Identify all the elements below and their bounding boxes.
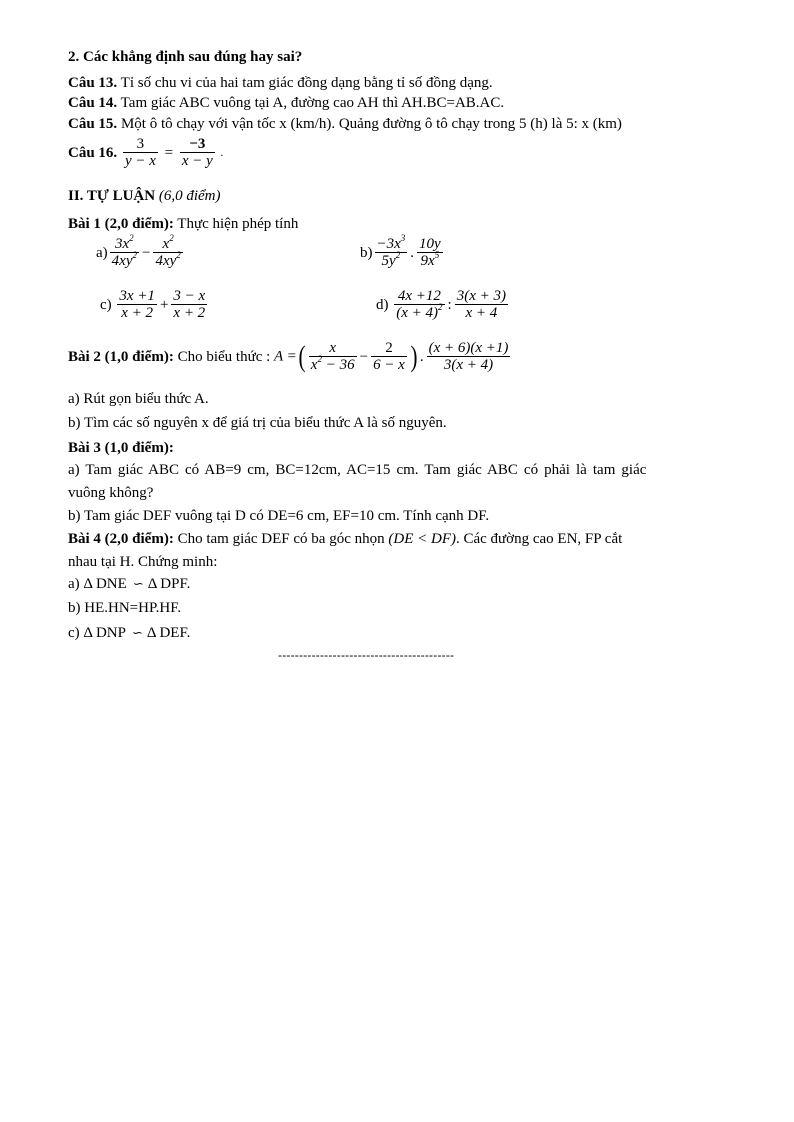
bai-1-label: Bài 1 (2,0 điểm):	[68, 216, 174, 232]
question-15	[68, 115, 622, 133]
bai-4-text-1: Cho tam giác DEF có ba góc nhọn	[173, 531, 389, 547]
bai-1-b-fraction-2: $\frac{10y}{9x^5}$	[419, 236, 441, 269]
bai-3-heading: Bài 3 (1,0 điểm):	[68, 440, 174, 456]
bai-1-c	[100, 288, 209, 322]
q16-equals: =	[164, 145, 174, 161]
bai-4-condition: (DE < DF)	[388, 531, 456, 547]
q16-fraction-1: $\frac{3}{y - x}$	[124, 136, 156, 169]
bai-3-a-line-1: a) Tam giác ABC có AB=9 cm, BC=12cm, AC=15 cm. Tam giác ABC có phải là tam giác	[68, 462, 647, 478]
section-ii-heading	[68, 187, 221, 205]
bai-2-formula: A =( $\frac{x}{x^2 - 36}$ − $\frac{2}{6 - x}$ ) . $\frac{(x + 6)(x +1)}{3(x + 4)}$	[274, 340, 509, 373]
bai-1-heading	[68, 215, 298, 233]
bai-4-b: b) HE.HN=HP.HF.	[68, 600, 182, 616]
section-ii-points: (6,0 điểm)	[158, 188, 221, 204]
bai-4-c: c) Δ DNP ∽ Δ DEF.	[68, 625, 191, 641]
q16-period: .	[220, 147, 224, 159]
question-13-label: Câu 13.	[68, 75, 118, 91]
bai-1-c-operator: +	[159, 297, 169, 313]
question-13	[68, 74, 493, 92]
bai-4-text-2: . Các đường cao EN, FP cắt	[455, 531, 623, 547]
section-2-heading: 2. Các khẳng định sau đúng hay sai?	[68, 49, 303, 65]
bai-4-a: a) Δ DNE ∽ Δ DPF.	[68, 576, 191, 592]
bai-4-line-2: nhau tại H. Chứng minh:	[68, 554, 218, 570]
question-13-text: Tỉ số chu vi của hai tam giác đồng dạng bằng tỉ số đồng dạng.	[117, 75, 493, 91]
bai-4-label: Bài 4 (2,0 điểm):	[68, 531, 174, 547]
question-16-label: Câu 16.	[68, 145, 118, 161]
bai-1-a	[96, 233, 185, 270]
question-14-label: Câu 14.	[68, 95, 118, 111]
bai-2-heading	[68, 340, 512, 374]
footer-rule: ------------------------------------------	[278, 648, 455, 662]
q16-fraction-2: $\frac{-3}{x - y}$	[181, 136, 213, 169]
question-14-text: Tam giác ABC vuông tại A, đường cao AH thì AH.BC=AB.AC.	[117, 95, 505, 111]
bai-2-fraction-1: $\frac{x}{x^2 - 36}$	[310, 340, 355, 373]
bai-2-fraction-3: $\frac{(x + 6)(x +1)}{3(x + 4)}$	[428, 340, 509, 373]
bai-1-c-label: c)	[100, 297, 112, 313]
bai-1-text: Thực hiện phép tính	[173, 216, 299, 232]
bai-1-b	[360, 233, 445, 270]
bai-2-label: Bài 2 (1,0 điểm):	[68, 349, 174, 365]
bai-1-c-fraction-1: $\frac{3x +1}{x + 2}$	[119, 288, 155, 321]
bai-1-d	[376, 288, 510, 322]
question-15-text: Một ô tô chạy với vận tốc x (km/h). Quảng đường ô tô chạy trong 5 (h) là 5: x (km)	[117, 116, 622, 132]
bai-2-b: b) Tìm các số nguyên x để giá trị của biểu thức A là số nguyên.	[68, 415, 447, 431]
bai-2-text: Cho biểu thức :	[173, 349, 271, 365]
bai-3-a-line-2: vuông không?	[68, 485, 154, 501]
bai-2-a: a) Rút gọn biểu thức A.	[68, 391, 209, 407]
bai-1-b-label: b)	[360, 245, 373, 261]
bai-1-d-fraction-1: $\frac{4x +12}{(x + 4)^2}$	[396, 288, 443, 321]
bai-1-d-label: d)	[376, 297, 389, 313]
question-15-label: Câu 15.	[68, 116, 118, 132]
bai-3-b: b) Tam giác DEF vuông tại D có DE=6 cm, EF=10 cm. Tính cạnh DF.	[68, 508, 490, 524]
question-14	[68, 94, 504, 112]
question-16	[68, 136, 223, 170]
bai-1-b-operator: .	[410, 245, 415, 261]
bai-1-d-operator: :	[447, 297, 452, 313]
bai-1-c-fraction-2: $\frac{3 - x}{x + 2}$	[173, 288, 206, 321]
bai-1-a-label: a)	[96, 245, 108, 261]
bai-1-a-fraction-2: $\frac{x^2}{4xy^2}$	[155, 233, 181, 269]
bai-1-d-fraction-2: $\frac{3(x + 3)}{x + 4}$	[456, 288, 506, 321]
bai-4-heading	[68, 530, 622, 548]
similar-symbol: ∽	[131, 625, 141, 640]
bai-1-b-fraction-1: $\frac{-3x^3}{5y^2}$	[376, 233, 406, 269]
bai-2-fraction-2: $\frac{2}{6 - x}$	[373, 340, 405, 373]
bai-1-a-fraction-1: $\frac{3x^2}{4xy^2}$	[111, 233, 137, 269]
similar-symbol: ∽	[132, 576, 142, 591]
section-ii-title: II. TỰ LUẬN	[68, 188, 156, 204]
bai-1-a-operator: −	[141, 245, 151, 261]
